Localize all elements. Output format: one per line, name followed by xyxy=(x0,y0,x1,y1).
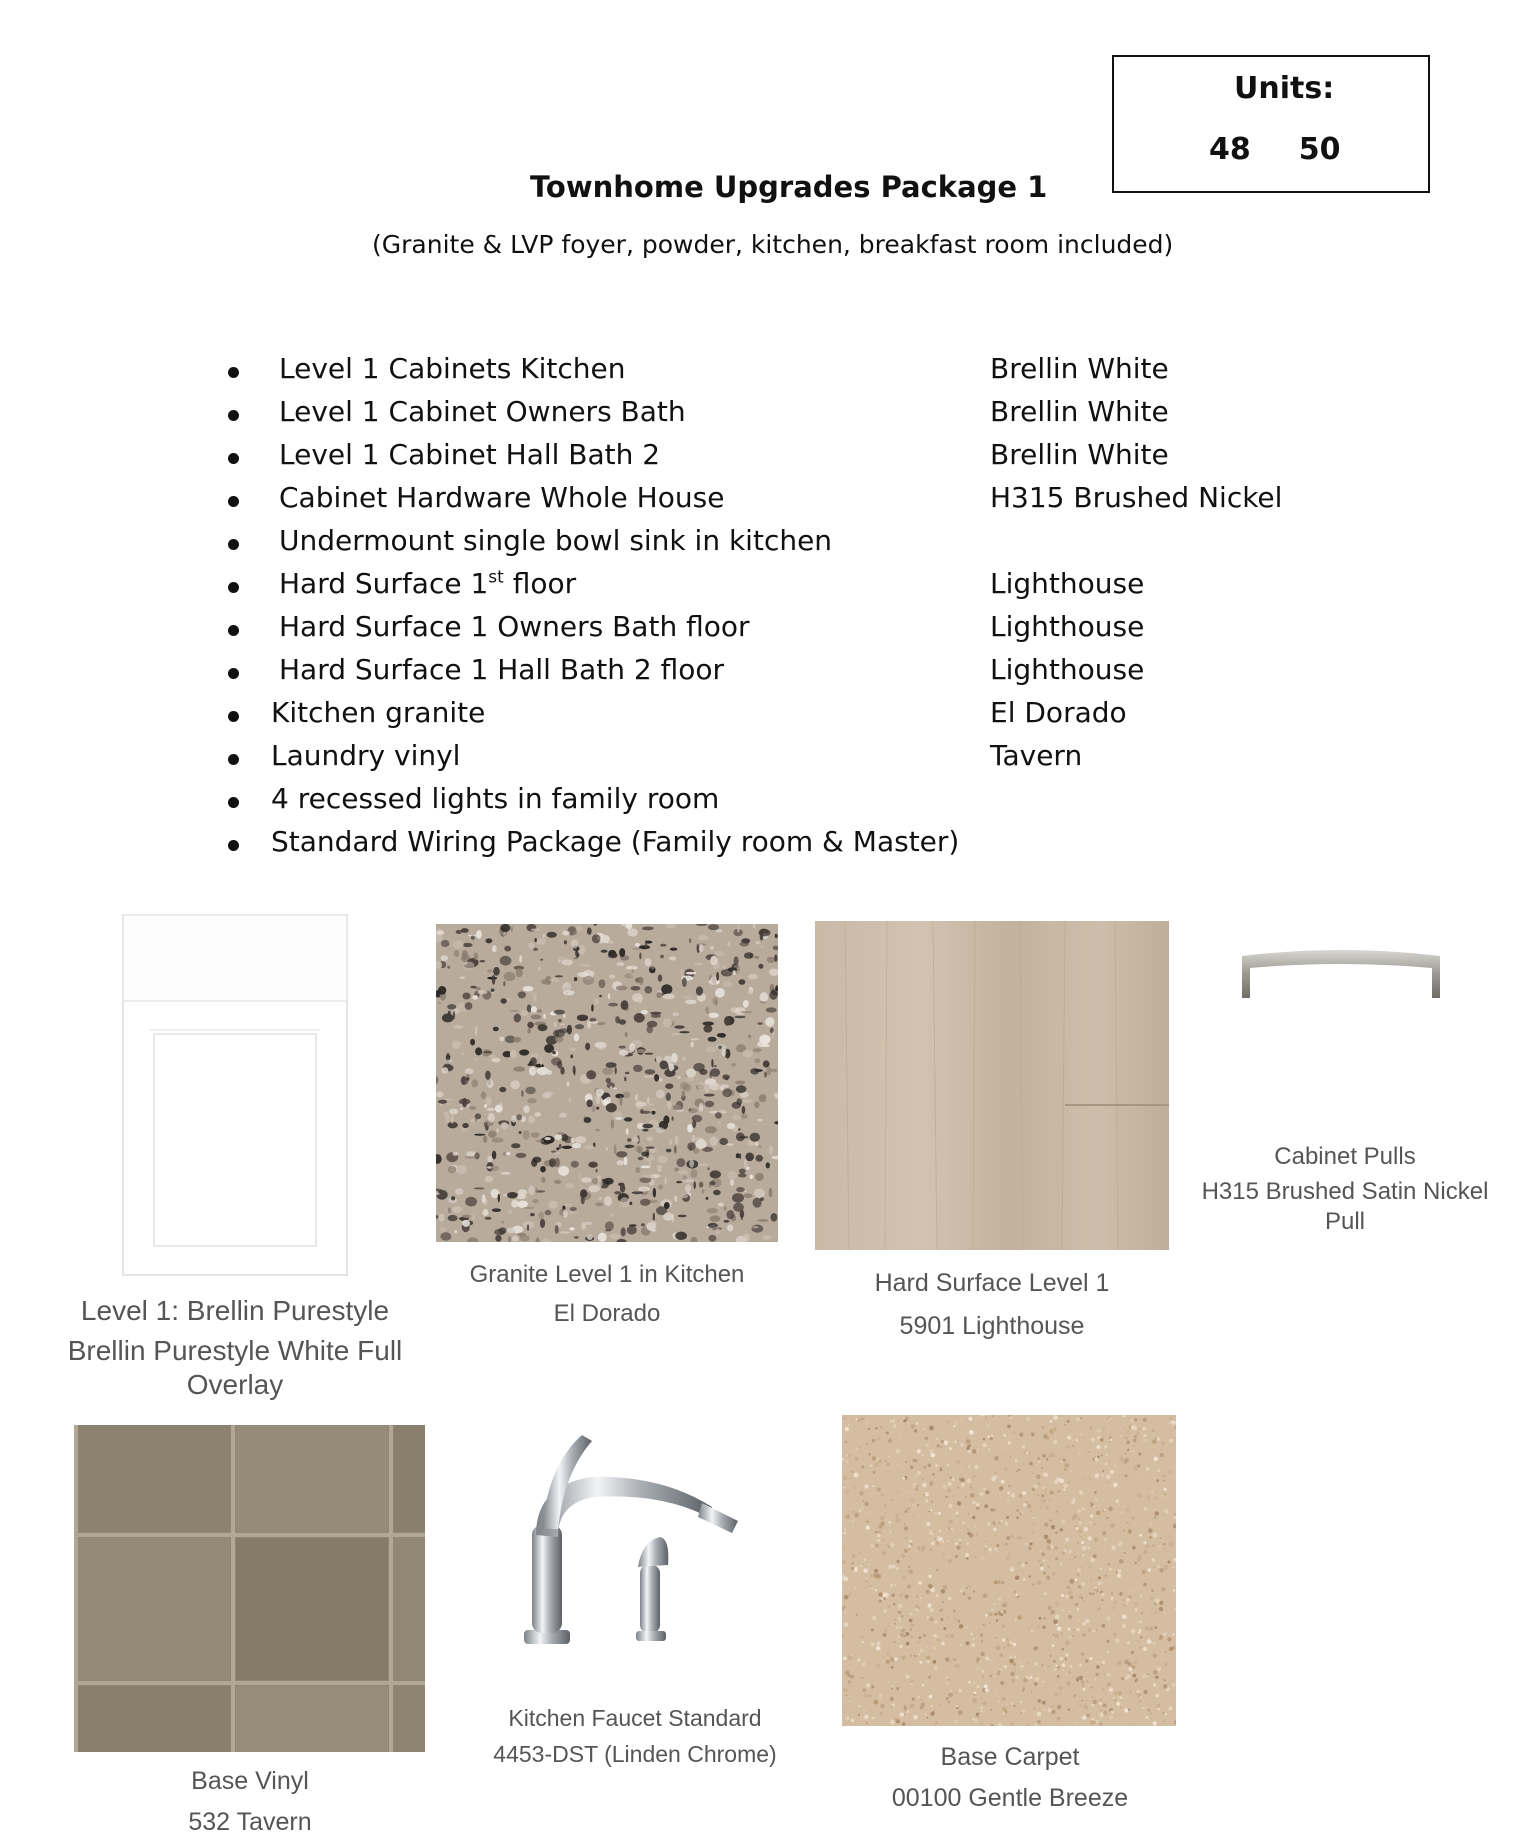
vinyl-swatch xyxy=(74,1425,425,1752)
unit-number: 48 xyxy=(1209,132,1251,167)
caption-line: Kitchen Faucet Standard xyxy=(508,1705,762,1731)
list-item xyxy=(222,610,1322,653)
vinyl-tile-icon xyxy=(74,1425,425,1752)
item-value: Lighthouse xyxy=(990,610,1145,643)
item-label: Kitchen granite xyxy=(271,696,486,729)
caption-line: 4453-DST (Linden Chrome) xyxy=(493,1741,777,1768)
item-label: 4 recessed lights in family room xyxy=(271,782,720,815)
list-item xyxy=(222,481,1322,524)
carpet-texture-icon xyxy=(842,1415,1176,1726)
caption-line: 5901 Lighthouse xyxy=(899,1311,1085,1340)
list-item xyxy=(222,438,1322,481)
caption-line: Hard Surface Level 1 xyxy=(874,1269,1110,1297)
caption-line: 532 Tavern xyxy=(188,1807,312,1836)
item-label: Level 1 Cabinet Owners Bath xyxy=(279,395,686,428)
caption-line: Cabinet Pulls xyxy=(1274,1143,1416,1170)
bullet-icon xyxy=(228,410,239,421)
list-item xyxy=(222,524,1322,567)
units-box xyxy=(1112,55,1430,193)
granite-caption xyxy=(420,1260,794,1329)
item-value: Brellin White xyxy=(990,352,1169,385)
item-label: Standard Wiring Package (Family room & Master) xyxy=(271,825,960,858)
vinyl-caption xyxy=(60,1766,440,1837)
unit-number: 50 xyxy=(1298,132,1341,167)
caption-line: Granite Level 1 in Kitchen xyxy=(469,1261,745,1288)
item-label: Laundry vinyl xyxy=(271,739,461,772)
list-item xyxy=(222,825,1322,868)
hard-surface-caption xyxy=(800,1268,1184,1341)
pulls-caption xyxy=(1180,1142,1510,1236)
list-item xyxy=(222,653,1322,696)
item-value: Brellin White xyxy=(990,395,1169,428)
units-label: Units: xyxy=(1234,71,1335,106)
wood-plank-icon xyxy=(815,921,1169,1250)
bullet-icon xyxy=(228,367,239,378)
item-label: Hard Surface 1 Owners Bath floor xyxy=(279,610,750,643)
bullet-icon xyxy=(228,582,239,593)
bullet-icon xyxy=(228,496,239,507)
item-label-text: Hard Surface 1 xyxy=(279,567,489,600)
item-value: H315 Brushed Nickel xyxy=(990,481,1283,514)
item-value: Lighthouse xyxy=(990,653,1145,686)
item-label xyxy=(279,567,576,600)
faucet-icon xyxy=(512,1425,752,1665)
faucet-caption xyxy=(470,1704,800,1768)
page-subtitle: (Granite & LVP foyer, powder, kitchen, breakfast room included) xyxy=(372,230,1174,259)
item-label: Hard Surface 1 Hall Bath 2 floor xyxy=(279,653,724,686)
bullet-icon xyxy=(228,625,239,636)
page-title: Townhome Upgrades Package 1 xyxy=(530,170,1048,204)
faucet-swatch xyxy=(512,1425,752,1665)
granite-swatch xyxy=(436,924,778,1242)
item-value: Tavern xyxy=(990,739,1083,772)
units-values xyxy=(1209,132,1341,167)
cabinet-caption xyxy=(40,1294,430,1402)
bullet-icon xyxy=(228,453,239,464)
cabinet-pull-icon xyxy=(1236,946,1446,1004)
list-item xyxy=(222,696,1322,739)
list-item xyxy=(222,352,1322,395)
item-value: Brellin White xyxy=(990,438,1169,471)
list-item xyxy=(222,782,1322,825)
item-label-text: floor xyxy=(503,567,577,600)
caption-line: Base Vinyl xyxy=(191,1767,309,1795)
item-label: Level 1 Cabinets Kitchen xyxy=(279,352,626,385)
list-item xyxy=(222,395,1322,438)
list-item xyxy=(222,739,1322,782)
bullet-icon xyxy=(228,754,239,765)
item-label: Cabinet Hardware Whole House xyxy=(279,481,725,514)
caption-line: 00100 Gentle Breeze xyxy=(891,1783,1129,1812)
hard-surface-swatch xyxy=(815,921,1169,1250)
item-label: Undermount single bowl sink in kitchen xyxy=(279,524,833,557)
caption-line: H315 Brushed Satin Nickel xyxy=(1201,1178,1489,1206)
granite-texture-icon xyxy=(436,924,778,1242)
bullet-icon xyxy=(228,711,239,722)
carpet-swatch xyxy=(842,1415,1176,1726)
caption-line: Brellin Purestyle White Full xyxy=(67,1335,403,1367)
bullet-icon xyxy=(228,539,239,550)
caption-line: Level 1: Brellin Purestyle xyxy=(80,1295,390,1326)
item-value: El Dorado xyxy=(990,696,1127,729)
cabinet-door-icon xyxy=(122,914,348,1276)
caption-line: El Dorado xyxy=(553,1300,661,1328)
item-label-superscript: st xyxy=(488,567,504,588)
cabinet-door-swatch xyxy=(122,914,348,1276)
list-item xyxy=(222,567,1322,610)
item-value: Lighthouse xyxy=(990,567,1145,600)
caption-line: Base Carpet xyxy=(940,1743,1080,1771)
caption-line: Pull xyxy=(1324,1207,1366,1235)
caption-line: Overlay xyxy=(186,1369,284,1401)
item-label: Level 1 Cabinet Hall Bath 2 xyxy=(279,438,661,471)
carpet-caption xyxy=(840,1742,1180,1813)
bullet-icon xyxy=(228,797,239,808)
bullet-icon xyxy=(228,840,239,851)
cabinet-pull-swatch xyxy=(1236,946,1446,1004)
bullet-icon xyxy=(228,668,239,679)
